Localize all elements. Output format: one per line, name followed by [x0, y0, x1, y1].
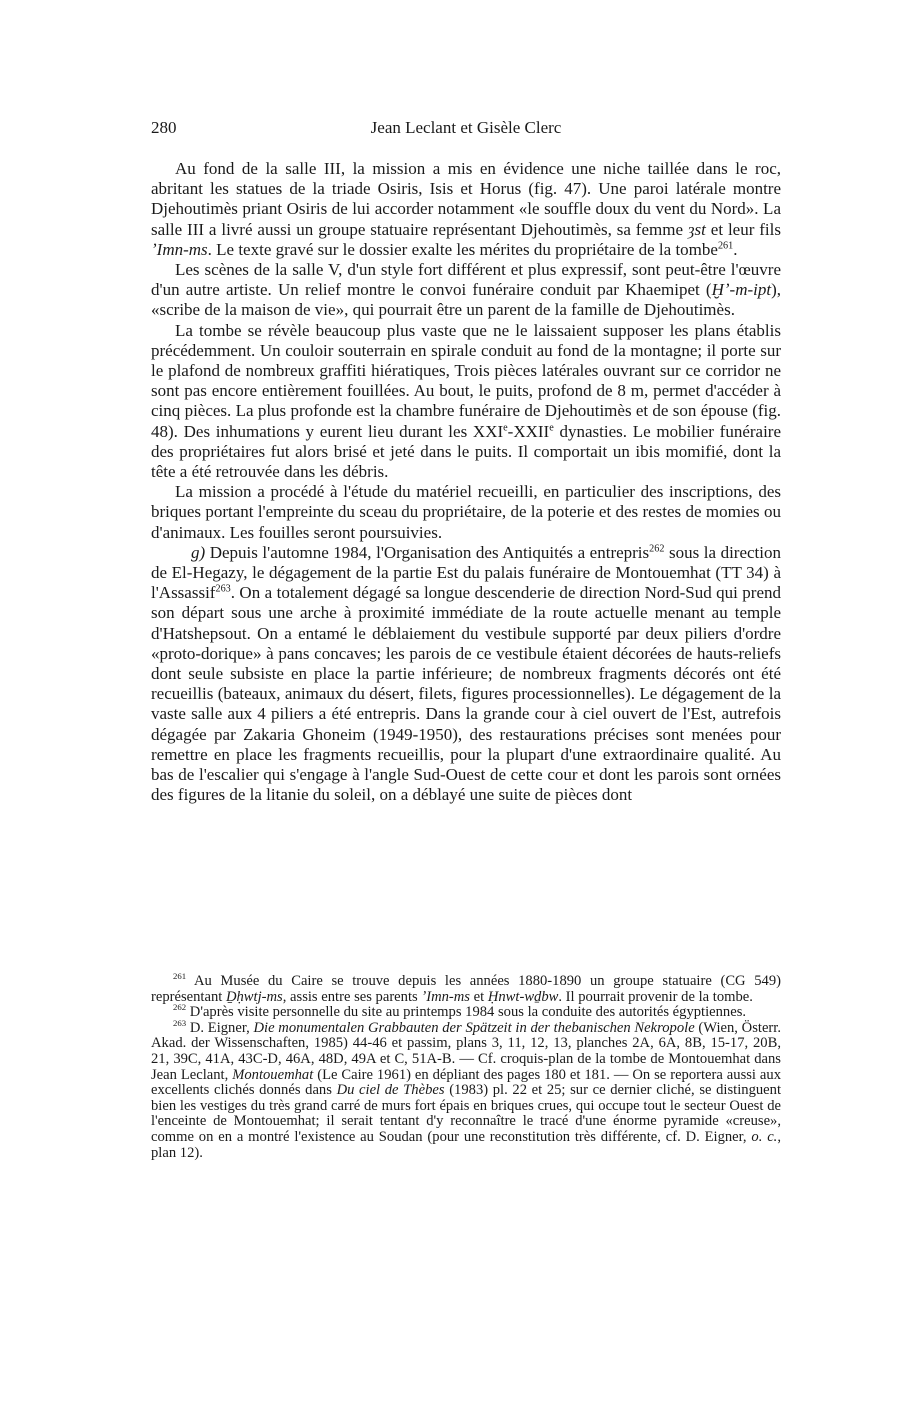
text-run: et leur fils [705, 219, 781, 239]
paragraph [151, 482, 781, 543]
superscript: 261 [173, 971, 187, 982]
italic-run: ȝst [687, 219, 706, 239]
text-run: (Le Caire 1961) en dépliant des pages 180 et 181. — On se reportera aussi aux excellents clichés donnés dans [151, 1066, 781, 1099]
text-run: ), «scribe de la maison de vie», qui pourrait être un parent de la famille de Djehoutimès. [151, 280, 781, 320]
text-run: (1983) pl. 22 et 25; sur ce dernier cliché, se distinguent bien les vestiges du très grand carré de murs fort épais en briques crues, qui occupe tout le secteur Ouest de l'enceinte de Montouemhat; il serait tentant d'y reconnaître le tracé d'une énorme pyramide «creuse», comme on en a montré l'existence au Soudan (pour une reconstitution très différente, cf. D. Eigner, [151, 1082, 781, 1145]
paragraph [151, 260, 781, 321]
italic-run: Montouemhat [232, 1066, 314, 1083]
body-text [151, 159, 781, 806]
footnote-263 [151, 1017, 781, 1161]
superscript: 262 [173, 1002, 187, 1013]
superscript: e [549, 421, 554, 433]
footnote-261 [151, 971, 781, 1005]
text-run: D. Eigner, [186, 1019, 254, 1036]
text-run: sous la direction de El-Hegazy, le dégagement de la partie Est du palais funéraire de Montouemhat (TT 34) à l'Assassif [151, 542, 781, 603]
italic-run: Ḫʼ-m-ipt [711, 280, 772, 300]
text-run: dynasties. Le mobilier funéraire des propriétaires fut alors brisé et jeté dans le puits. Il comportait un ibis momifié, dont la tête a été retrouvée dans les débris. [151, 421, 782, 482]
running-title: Jean Leclant et Gisèle Clerc [370, 118, 562, 137]
text-run: La tombe se révèle beaucoup plus vaste que ne le laissaient supposer les plans établis précédemment. Un couloir souterrain en spirale conduit au fond de la montagne; il porte sur le plafond de nombreux graffiti hiératiques, Trois pièces latérales ouvrant sur ce corridor ne sont pas encore entièrement fouillées. Au bout, le puits, profond de 8 m, permet d'accéder à cinq pièces. La plus profonde est la chambre funéraire de Djehoutimès et de son épouse (fig. 48). Des inhumations y eurent lieu durant les XXI [151, 320, 781, 441]
footnote-262 [151, 1002, 781, 1021]
text-run: Au Musée du Caire se trouve depuis les années 1880-1890 un groupe statuaire (CG 549) représentant [151, 973, 781, 1005]
italic-run: Ḏḥwtj-ms [225, 988, 283, 1005]
italic-run: ʼImn-ms [151, 239, 208, 259]
italic-run: Ḥnwt-wḏbw [487, 988, 559, 1005]
text-run: et [469, 988, 488, 1005]
page-number: 280 [151, 118, 177, 137]
italic-run: o. c. [751, 1128, 778, 1145]
text-run: , plan 12). [151, 1128, 781, 1161]
text-run: Au fond de la salle III, la mission a mis en évidence une niche taillée dans le roc, abritant les statues de la triade Osiris, Isis et Horus (fig. 47). Une paroi latérale montre Djehoutimès priant Osiris de lui accorder notamment «le souffle doux du vent du Nord». La salle III a livré aussi un groupe statuaire représentant Djehoutimès, sa femme [151, 159, 781, 239]
paragraph [151, 159, 781, 260]
text-run: . [733, 239, 738, 259]
footnotes [151, 971, 781, 1161]
superscript: e [503, 421, 508, 433]
text-run: D'après visite personnelle du site au printemps 1984 sous la conduite des autorités égyptiennes. [186, 1004, 747, 1021]
text-run: . Il pourrait provenir de la tombe. [558, 988, 753, 1005]
text-run: , assis entre ses parents [282, 988, 422, 1005]
paragraph [151, 321, 781, 483]
text-run: . Le texte gravé sur le dossier exalte les mérites du propriétaire de la tombe [207, 239, 718, 259]
superscript: 263 [173, 1017, 187, 1028]
text-run: Depuis l'automne 1984, l'Organisation des Antiquités a entrepris [205, 542, 650, 562]
text-run: La mission a procédé à l'étude du matériel recueilli, en particulier des inscriptions, des briques portant l'empreinte du sceau du propriétaire, de la poterie et des restes de momies ou d'animaux. Les fouilles seront poursuivies. [151, 482, 781, 542]
italic-run: g) [191, 542, 206, 562]
italic-run: Die monumentalen Grabbauten der Spätzeit in der thebanischen Nekropole [253, 1019, 695, 1036]
italic-run: Du ciel de Thèbes [336, 1082, 445, 1099]
superscript: 263 [215, 583, 231, 595]
text-run: Les scènes de la salle V, d'un style fort différent et plus expressif, sont peut-être l'œuvre d'un autre artiste. Un relief montre le convoi funéraire conduit par Khaemipet ( [151, 260, 781, 300]
paragraph [151, 543, 781, 806]
italic-run: ʼImn-ms [421, 988, 470, 1005]
text-run: . On a totalement dégagé sa longue descenderie de direction Nord-Sud qui prend son départ sous une arche à proximité immédiate de la route actuelle menant au temple d'Hatshepsout. On a entamé le déblaiement du vestibule supporté par deux piliers d'ordre «proto-dorique» à pans concaves; les parois de ce vestibule étaient décorées de hauts-reliefs dont seule subsiste en place la partie inférieure; de nombreux fragments décorés ont été recueillis (bateaux, animaux du désert, filets, figures processionnelles). Le dégagement de la vaste salle aux 4 piliers a été entrepris. Dans la grande cour à ciel ouvert de l'Est, autrefois dégagée par Zakaria Ghoneim (1949-1950), des restaurations précises sont menées pour remettre en place les fragments recueillis, pour la plupart d'une extraordinaire qualité. Au bas de l'escalier qui s'engage à l'angle Sud-Ouest de cette cour et dont les parois sont ornées des figures de la litanie du soleil, on a déblayé une suite de pièces dont [151, 583, 781, 805]
superscript: 261 [717, 240, 734, 252]
running-header [151, 118, 781, 142]
superscript: 262 [649, 543, 665, 555]
text-run: -XXII [507, 421, 550, 441]
text-run: (Wien, Österr. Akad. der Wissenschaften, 1985) 44-46 et passim, plans 3, 11, 12, 13, planches 2A, 6A, 8B, 15-17, 20B, 21, 39C, 41A, 43C-D, 46A, 48D, 49A et C, 51A-B. — Cf. croquis-plan de la tombe de Montouemhat dans Jean Leclant, [151, 1019, 781, 1083]
